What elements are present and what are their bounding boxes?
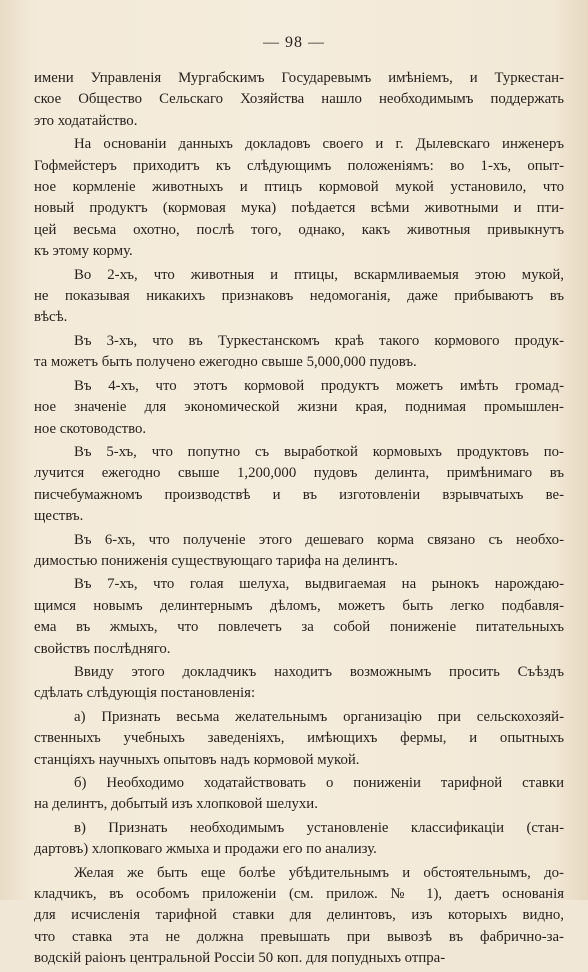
text-line: водскій раіонъ центральной Россіи 50 коп. для попудныхъ отпра-: [34, 950, 446, 967]
paragraph: [34, 662, 564, 705]
text-line: та можетъ быть получено ежегодно свыше 5,000,000 пудовъ.: [34, 354, 417, 371]
text-line: не показывая никакихъ признаковъ недомоганія, даже прибываютъ въ: [34, 288, 564, 305]
text-line: Въ 4-хъ, что этотъ кормовой продуктъ можетъ имѣть громад-: [74, 377, 564, 394]
text-line: щимся новымъ делинтернымъ дѣломъ, можетъ быть легко подбавля-: [34, 597, 564, 614]
text-line: Ввиду этого докладчикъ находитъ возможнымъ просить Съѣздъ: [74, 663, 564, 680]
document-body: [34, 68, 564, 972]
paragraph: [34, 863, 564, 970]
text-line: Въ 5-хъ, что попутно съ выработкой кормовыхъ продуктовъ по-: [74, 443, 564, 460]
paragraph: [34, 574, 564, 660]
text-line: цей весьма охотно, послѣ того, однако, какъ животныя привыкнутъ: [34, 221, 564, 238]
text-line: ема въ жмыхъ, что повлечетъ за собой пониженіе питательныхъ: [34, 619, 564, 636]
paragraph: [34, 442, 564, 528]
text-line: димостью пониженія существующаго тарифа на делинтъ.: [34, 552, 398, 569]
text-line: къ этому корму.: [34, 243, 133, 260]
text-line: Въ 7-хъ, что голая шелуха, выдвигаемая на рынокъ нарождаю-: [74, 576, 564, 593]
paragraph: [34, 530, 564, 573]
text-line: Желая же быть еще болѣе убѣдительнымъ и обстоятельнымъ, до-: [74, 864, 564, 881]
text-line: Въ 6-хъ, что полученіе этого дешеваго корма связано съ необхо-: [74, 531, 564, 548]
text-line: новый продуктъ (кормовая мука) поѣдается всѣми животными и пти-: [34, 200, 564, 217]
text-line: На основаніи данныхъ докладовъ своего и г. Дылевскаго инженеръ: [74, 136, 564, 153]
text-line: станціяхъ научныхъ опытовъ надъ кормовой мукой.: [34, 751, 360, 768]
paragraph: [34, 818, 564, 861]
text-line: что ставка эта не должна превышать при вывозѣ въ фабрично-за-: [34, 928, 564, 945]
text-line: на делинтъ, добытый изъ хлопковой шелухи.: [34, 796, 318, 813]
text-line: сдѣлать слѣдующія постановленія:: [34, 685, 256, 702]
text-line: ное скотоводство.: [34, 420, 147, 437]
text-line: лучится ежегодно свыше 1,200,000 пудовъ делинта, примѣнимаго въ: [34, 465, 564, 482]
text-line: а) Признать весьма желательнымъ организацію при сельскохозяй-: [74, 708, 564, 725]
text-line: для исчисленія тарифной ставки для делинтовъ, изъ которыхъ видно,: [34, 907, 564, 924]
paragraph: [34, 707, 564, 771]
text-line: дартовъ) хлопковаго жмыха и продажи его по анализу.: [34, 841, 377, 858]
text-line: это ходатайство.: [34, 112, 138, 129]
page-number: — 98 —: [263, 34, 325, 51]
text-line: ное значеніе для экономической жизни края, поднимая промышлен-: [34, 399, 564, 416]
paragraph: [34, 265, 564, 329]
paragraph: [34, 331, 564, 374]
text-line: в) Признать необходимымъ установленіе классификаціи (стан-: [74, 819, 564, 836]
text-line: вѣсѣ.: [34, 309, 68, 326]
text-line: писчебумажномъ производствѣ и въ изготовленіи взрывчатыхъ ве-: [34, 486, 564, 503]
text-line: Въ 3-хъ, что въ Туркестанскомъ краѣ такого кормового продук-: [74, 332, 564, 349]
text-line: ственныхъ учебныхъ заведеніяхъ, имѣющихъ фермы, и опытныхъ: [34, 730, 564, 747]
paragraph: [34, 68, 564, 132]
text-line: свойствъ послѣдняго.: [34, 640, 171, 657]
text-line: Во 2-хъ, что животныя и птицы, вскармливаемыя этою мукой,: [74, 266, 564, 283]
paragraph: [34, 376, 564, 440]
text-line: кладчикъ, въ особомъ приложеніи (см. прилож. № 1), даетъ основанія: [34, 886, 564, 903]
text-line: ское Общество Сельскаго Хозяйства нашло необходимымъ поддержать: [34, 91, 564, 108]
text-line: ществъ.: [34, 508, 84, 525]
text-line: имени Управленія Мургабскимъ Государевымъ имѣніемъ, и Туркестан-: [34, 70, 564, 86]
text-line: Гофмейстеръ приходитъ къ слѣдующимъ положеніямъ: во 1-хъ, опыт-: [34, 157, 564, 174]
paragraph: [34, 134, 564, 262]
text-line: б) Необходимо ходатайствовать о пониженіи тарифной ставки: [74, 775, 564, 791]
paragraph: [34, 773, 564, 816]
text-line: ное кормленіе животныхъ и птицъ кормовой мукой установило, что: [34, 179, 564, 196]
